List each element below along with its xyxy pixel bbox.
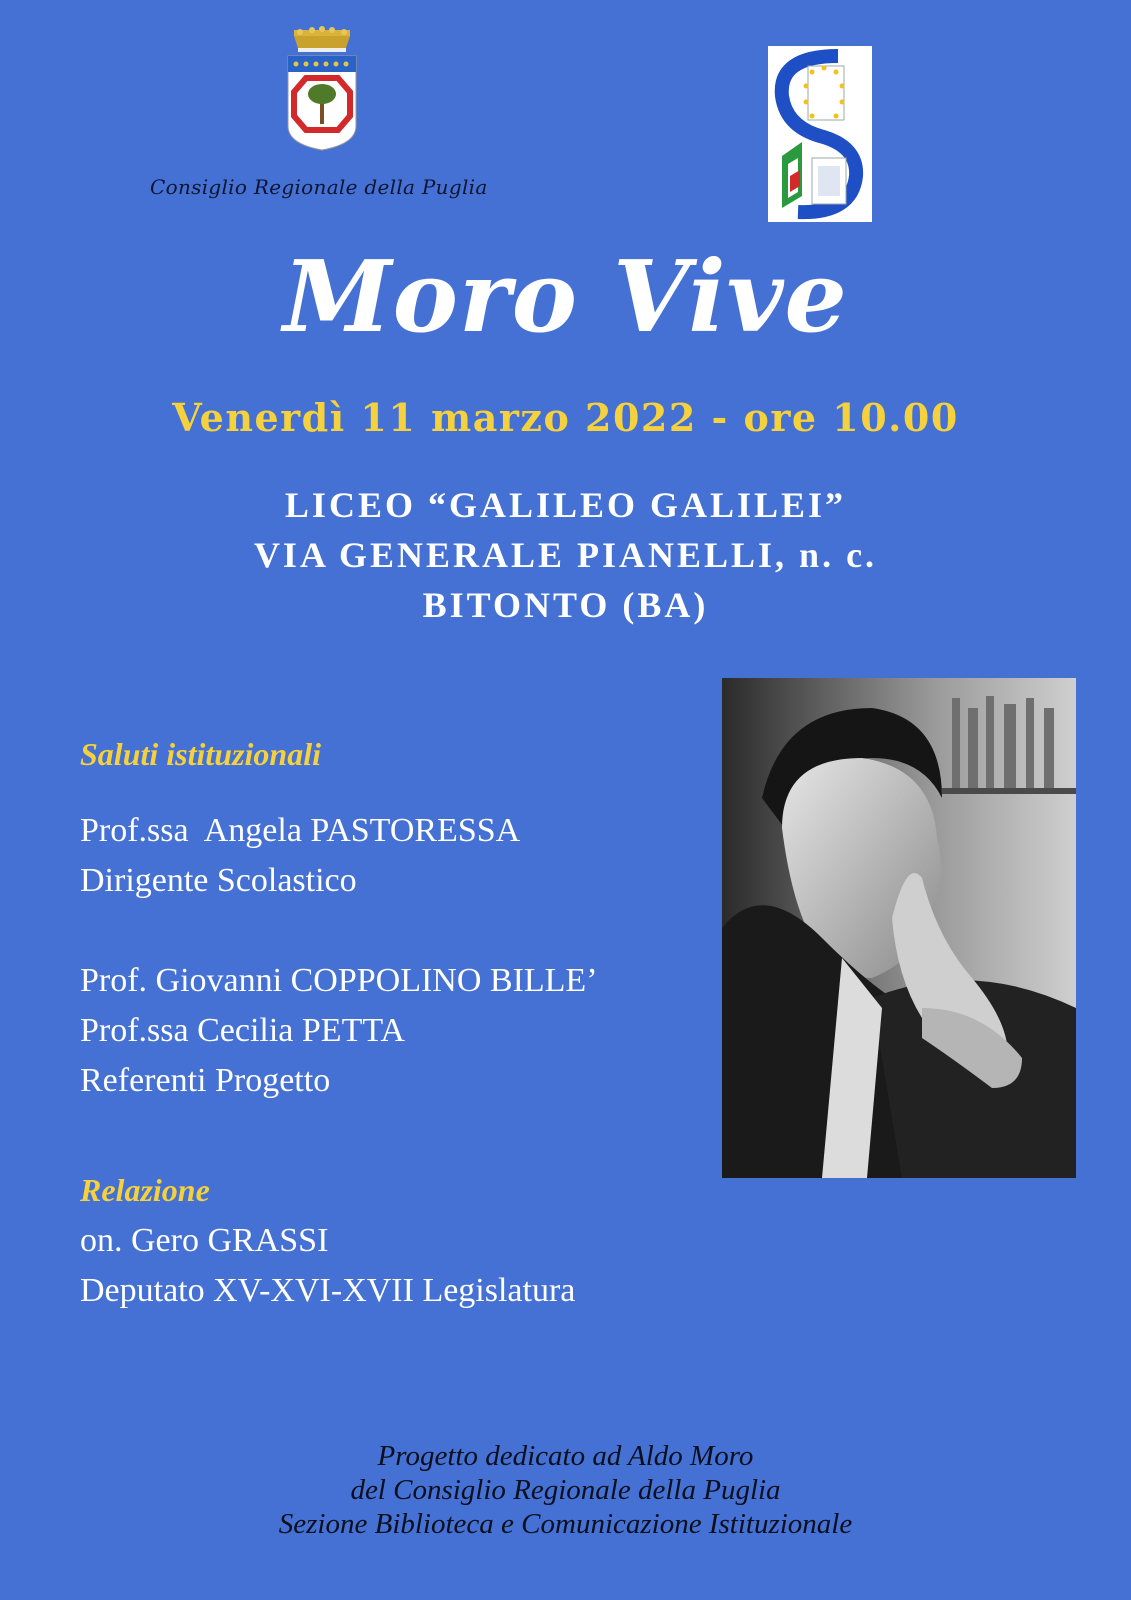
footer-line: Sezione Biblioteca e Comunicazione Istituzionale [278,1508,853,1540]
regional-crest-icon [280,26,364,154]
portrait-photo [722,678,1076,1178]
venue-line: VIA GENERALE PIANELLI, n. c. [253,535,878,575]
relazione-heading: Relazione [80,1172,210,1208]
council-name: Consiglio Regionale della Puglia [150,175,488,199]
event-date: Venerdì 11 marzo 2022 - ore 10.00 [172,395,959,440]
venue-line: LICEO “GALILEO GALILEI” [284,485,847,525]
saluti-heading: Saluti istituzionali [80,736,321,772]
speaker-line: Prof. Giovanni COPPOLINO BILLE’ [80,962,598,999]
speaker-role: Deputato XV-XVI-XVII Legislatura [80,1272,576,1309]
speaker-role: Dirigente Scolastico [80,862,357,899]
speaker-line: Prof.ssa Cecilia PETTA [80,1012,405,1049]
footer-line: del Consiglio Regionale della Puglia [350,1474,781,1506]
moro-project-logo-icon [768,46,872,222]
speaker-line: Prof.ssa Angela PASTORESSA [80,812,521,849]
page-title: Moro Vive [283,240,848,355]
speaker-line: on. Gero GRASSI [80,1222,329,1259]
speaker-role: Referenti Progetto [80,1062,331,1099]
venue-line: BITONTO (BA) [422,585,709,625]
footer-line: Progetto dedicato ad Aldo Moro [377,1440,754,1472]
